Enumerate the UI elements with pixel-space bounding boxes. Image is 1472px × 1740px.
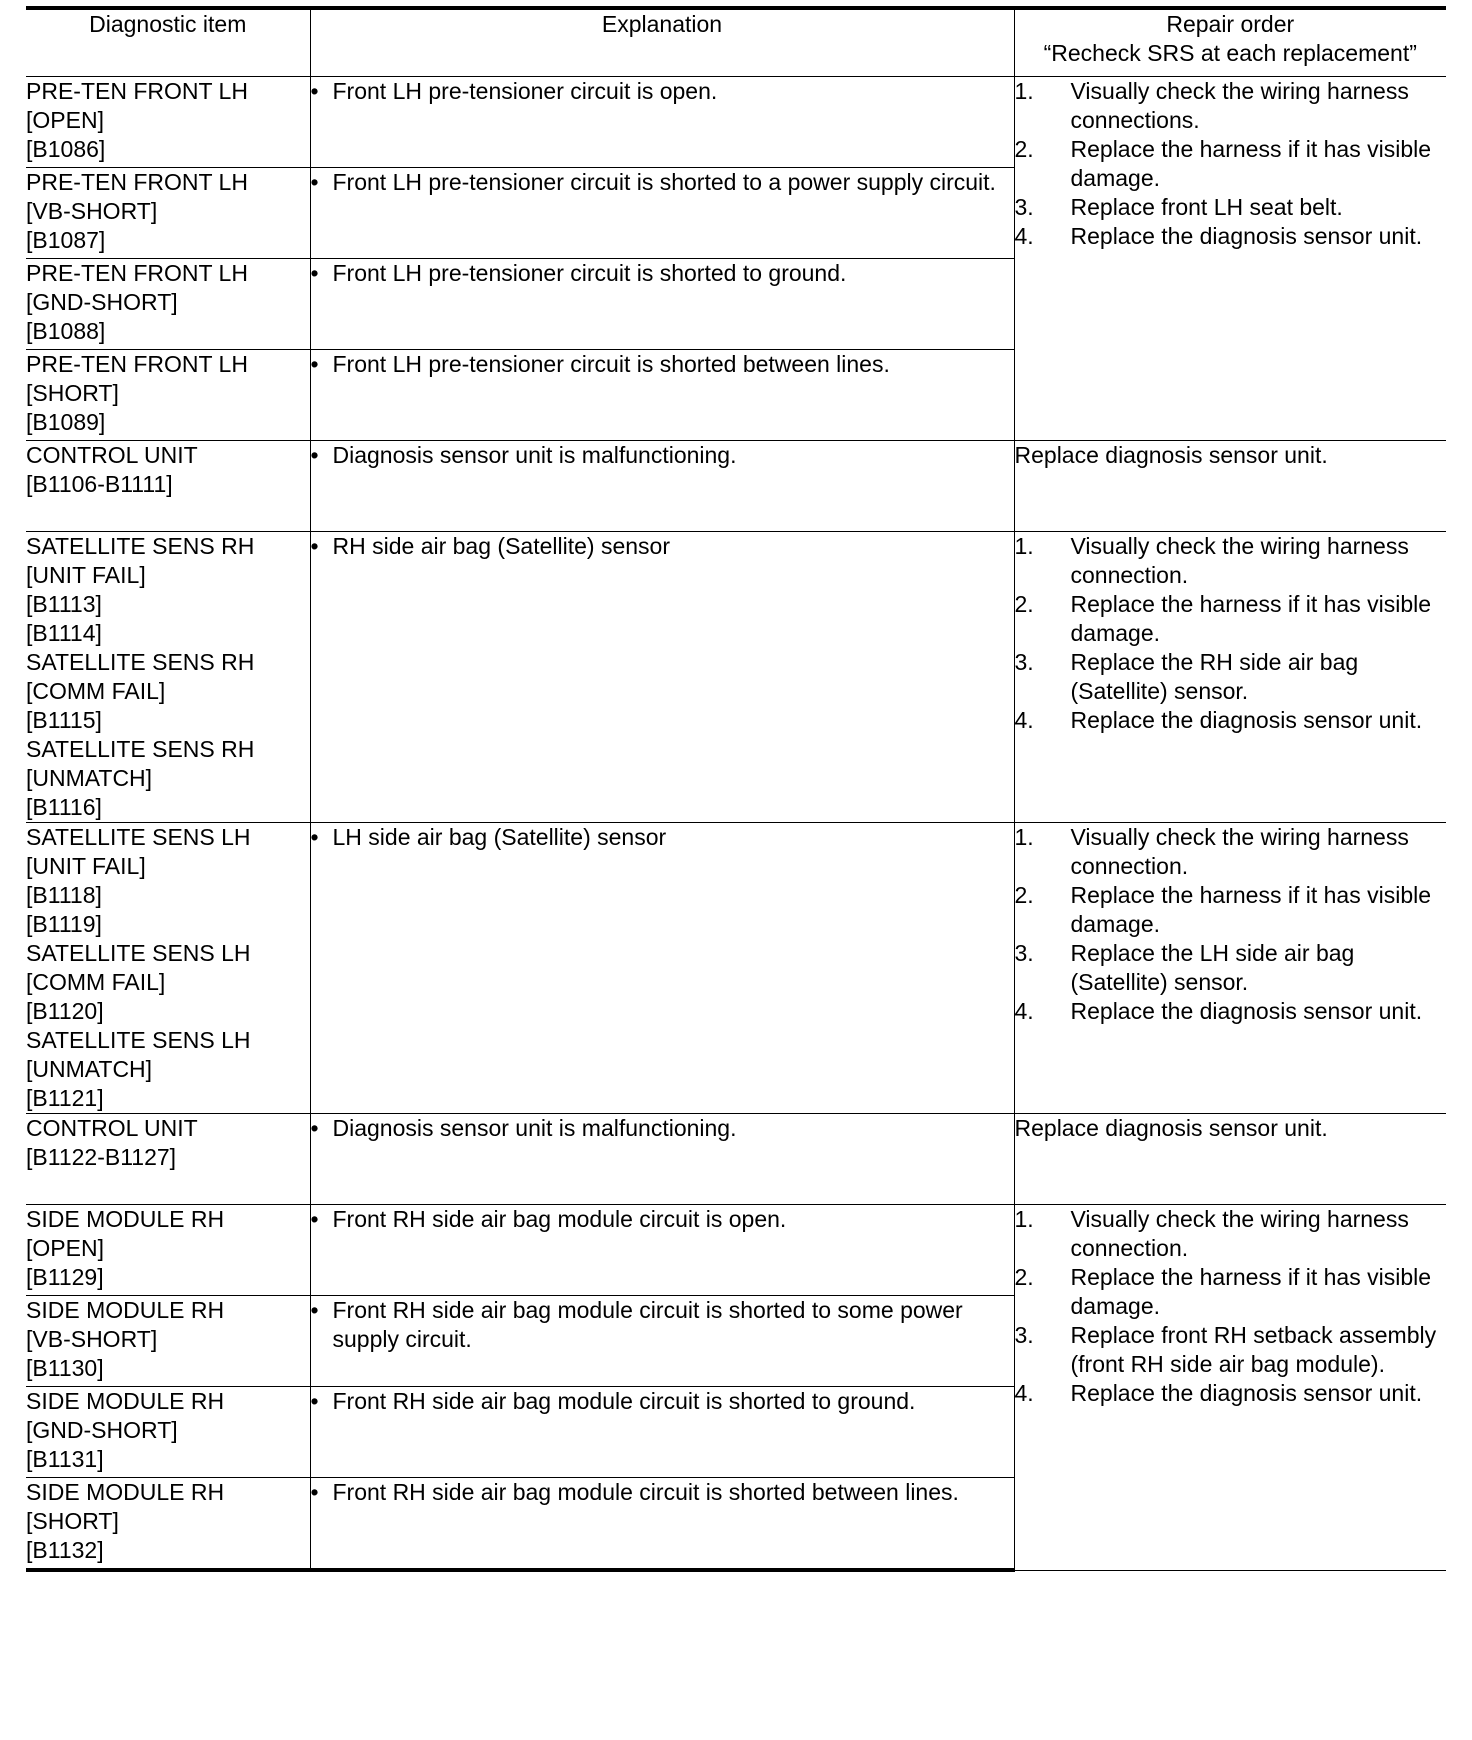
diagnostic-item-cell: PRE-TEN FRONT LH [VB-SHORT] [B1087] (26, 168, 310, 259)
table-row (26, 532, 1446, 823)
table-row (26, 1114, 1446, 1205)
repair-order-cell-control-unit: Replace diagnosis sensor unit. (1014, 1114, 1446, 1205)
header-diagnostic-item: Diagnostic item (26, 8, 310, 77)
explanation-cell: • RH side air bag (Satellite) sensor (310, 532, 1014, 823)
bullet-marker: • (310, 1206, 319, 1232)
diagnostic-item-cell: SIDE MODULE RH [GND-SHORT] [B1131] (26, 1387, 310, 1478)
bullet-marker: • (310, 169, 319, 195)
repair-step: 3. Replace front RH setback assembly (front RH side air bag module). (1014, 1322, 1437, 1377)
table-row (26, 77, 1446, 168)
repair-step: 2. Replace the harness if it has visible damage. (1014, 591, 1432, 646)
repair-step: 3. Replace front LH seat belt. (1014, 194, 1343, 220)
explanation-cell: • Diagnosis sensor unit is malfunctioning. (310, 441, 1014, 532)
diagnostic-item-cell: CONTROL UNIT [B1106-B1111] (26, 441, 310, 532)
explanation-cell: • LH side air bag (Satellite) sensor (310, 823, 1014, 1114)
explanation-cell: • Front RH side air bag module circuit is shorted between lines. (310, 1478, 1014, 1571)
repair-steps-list (1015, 77, 1447, 251)
explanation-cell: • Diagnosis sensor unit is malfunctioning. (310, 1114, 1014, 1205)
document-page (26, 6, 1446, 1572)
repair-order-cell-satellite-rh (1014, 532, 1446, 823)
header-repair-order: Repair order “Recheck SRS at each replacement” (1014, 8, 1446, 77)
explanation-cell: • Front RH side air bag module circuit is shorted to ground. (310, 1387, 1014, 1478)
repair-order-cell-satellite-lh (1014, 823, 1446, 1114)
repair-steps-list (1015, 823, 1447, 1026)
srs-diagnostic-table (26, 6, 1446, 1572)
bullet-marker: • (310, 1388, 319, 1414)
repair-step: 2. Replace the harness if it has visible damage. (1014, 882, 1432, 937)
repair-order-cell-pretensioner-lh (1014, 77, 1446, 441)
diagnostic-item-cell: PRE-TEN FRONT LH [OPEN] [B1086] (26, 77, 310, 168)
bullet-marker: • (310, 260, 319, 286)
table-row (26, 823, 1446, 1114)
header-explanation: Explanation (310, 8, 1014, 77)
diagnostic-item-cell: PRE-TEN FRONT LH [GND-SHORT] [B1088] (26, 259, 310, 350)
repair-step: 2. Replace the harness if it has visible damage. (1014, 1264, 1432, 1319)
repair-step: 4. Replace the diagnosis sensor unit. (1014, 707, 1423, 733)
explanation-cell: • Front LH pre-tensioner circuit is shorted between lines. (310, 350, 1014, 441)
repair-step: 3. Replace the RH side air bag (Satellite) sensor. (1014, 649, 1359, 704)
diagnostic-item-cell: SATELLITE SENS LH [UNIT FAIL] [B1118] [B1119] SATELLITE SENS LH [COMM FAIL] [B1120] SATELLITE SENS LH [UNMATCH] [B1121] (26, 823, 310, 1114)
repair-step: 4. Replace the diagnosis sensor unit. (1014, 223, 1423, 249)
bullet-marker: • (310, 1115, 319, 1141)
repair-order-cell-side-module-rh (1014, 1205, 1446, 1571)
diagnostic-item-cell: SIDE MODULE RH [OPEN] [B1129] (26, 1205, 310, 1296)
diagnostic-item-cell: SATELLITE SENS RH [UNIT FAIL] [B1113] [B1114] SATELLITE SENS RH [COMM FAIL] [B1115] SATELLITE SENS RH [UNMATCH] [B1116] (26, 532, 310, 823)
repair-steps-list (1015, 532, 1447, 735)
repair-step: 1. Visually check the wiring harness connection. (1014, 1206, 1409, 1261)
repair-step: 1. Visually check the wiring harness connections. (1014, 78, 1409, 133)
diagnostic-item-cell: CONTROL UNIT [B1122-B1127] (26, 1114, 310, 1205)
table-row (26, 1205, 1446, 1296)
repair-step: 2. Replace the harness if it has visible damage. (1014, 136, 1432, 191)
repair-order-cell-control-unit: Replace diagnosis sensor unit. (1014, 441, 1446, 532)
table-header-row (26, 8, 1446, 77)
explanation-cell: • Front LH pre-tensioner circuit is shorted to ground. (310, 259, 1014, 350)
repair-step: 4. Replace the diagnosis sensor unit. (1014, 998, 1423, 1024)
bullet-marker: • (310, 351, 319, 377)
explanation-cell: • Front LH pre-tensioner circuit is open. (310, 77, 1014, 168)
explanation-cell: • Front RH side air bag module circuit is open. (310, 1205, 1014, 1296)
bullet-marker: • (310, 1297, 319, 1323)
bullet-marker: • (310, 442, 319, 468)
bullet-marker: • (310, 1479, 319, 1505)
repair-step: 3. Replace the LH side air bag (Satellite) sensor. (1014, 940, 1355, 995)
diagnostic-item-cell: SIDE MODULE RH [SHORT] [B1132] (26, 1478, 310, 1571)
table-row (26, 441, 1446, 532)
explanation-cell: • Front LH pre-tensioner circuit is shorted to a power supply circuit. (310, 168, 1014, 259)
repair-steps-list (1015, 1205, 1447, 1408)
bullet-marker: • (310, 533, 319, 559)
bullet-marker: • (310, 824, 319, 850)
repair-step: 4. Replace the diagnosis sensor unit. (1014, 1380, 1423, 1406)
diagnostic-item-cell: PRE-TEN FRONT LH [SHORT] [B1089] (26, 350, 310, 441)
diagnostic-item-cell: SIDE MODULE RH [VB-SHORT] [B1130] (26, 1296, 310, 1387)
repair-step: 1. Visually check the wiring harness connection. (1014, 824, 1409, 879)
bullet-marker: • (310, 78, 319, 104)
explanation-cell: • Front RH side air bag module circuit is shorted to some power supply circuit. (310, 1296, 1014, 1387)
repair-step: 1. Visually check the wiring harness connection. (1014, 533, 1409, 588)
